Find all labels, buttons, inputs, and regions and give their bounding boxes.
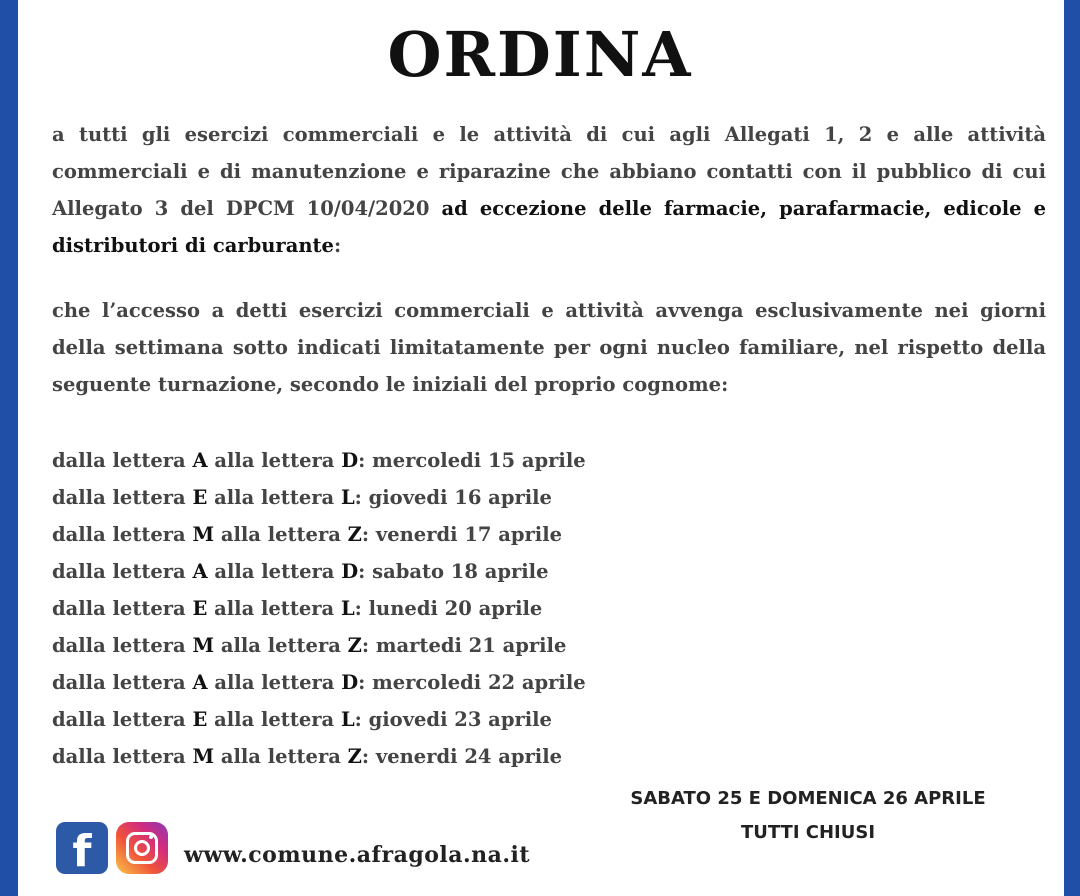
- schedule-prefix: dalla lettera: [52, 449, 193, 472]
- closed-notice: [578, 782, 1038, 850]
- schedule-mid: alla lettera: [207, 597, 341, 620]
- schedule-mid: alla lettera: [214, 634, 348, 657]
- schedule-prefix: dalla lettera: [52, 634, 193, 657]
- letter-from: A: [192, 560, 208, 583]
- paragraph-access-rule: che l’accesso a detti esercizi commerciali e attività avvenga esclusivamente nei giorni della settimana sotto indicati limitatamente per ogni nucleo familiare, nel rispetto della seguente turnazione, secondo le iniziali del proprio cognome:: [52, 299, 1046, 396]
- schedule-day: : giovedi 23 aprile: [354, 708, 552, 731]
- letter-from: M: [192, 745, 215, 768]
- page-title: ORDINA: [387, 18, 693, 91]
- schedule-prefix: dalla lettera: [52, 745, 193, 768]
- schedule-mid: alla lettera: [207, 560, 342, 583]
- schedule-row: [52, 516, 586, 553]
- letter-to: L: [340, 597, 355, 620]
- schedule-day: : venerdi 17 aprile: [361, 523, 563, 546]
- schedule-mid: alla lettera: [207, 708, 341, 731]
- letter-from: E: [192, 597, 208, 620]
- closed-notice-status: TUTTI CHIUSI: [740, 822, 876, 843]
- schedule-mid: alla lettera: [214, 745, 348, 768]
- schedule-row: [52, 479, 586, 516]
- schedule-prefix: dalla lettera: [52, 486, 193, 509]
- schedule-mid: alla lettera: [207, 671, 342, 694]
- letter-from: M: [192, 634, 215, 657]
- website-link[interactable]: www.comune.afragola.na.it: [184, 842, 531, 868]
- letter-to: Z: [347, 523, 362, 546]
- schedule-mid: alla lettera: [207, 486, 341, 509]
- left-blue-border: [0, 0, 18, 896]
- schedule-day: : mercoledi 15 aprile: [358, 449, 586, 472]
- schedule-list: [52, 442, 586, 775]
- schedule-day: : lunedi 20 aprile: [354, 597, 543, 620]
- social-icons: [56, 822, 168, 874]
- letter-to: Z: [347, 745, 362, 768]
- schedule-row: [52, 664, 586, 701]
- letter-to: L: [340, 486, 355, 509]
- letter-to: D: [341, 671, 359, 694]
- schedule-mid: alla lettera: [207, 449, 342, 472]
- letter-from: A: [192, 671, 208, 694]
- schedule-prefix: dalla lettera: [52, 708, 193, 731]
- letter-from: M: [192, 523, 215, 546]
- letter-to: Z: [347, 634, 362, 657]
- schedule-day: : venerdi 24 aprile: [361, 745, 563, 768]
- facebook-glyph: f: [72, 826, 92, 874]
- schedule-row: [52, 627, 586, 664]
- letter-to: D: [341, 560, 359, 583]
- schedule-day: : martedi 21 aprile: [361, 634, 567, 657]
- schedule-mid: alla lettera: [214, 523, 348, 546]
- instagram-lens: [134, 840, 150, 856]
- paragraph-recipients-exception: ad eccezione delle farmacie, parafarmacie, edicole e distributori di carburante: [52, 197, 1046, 257]
- paragraph-recipients: [52, 116, 1046, 264]
- schedule-prefix: dalla lettera: [52, 523, 193, 546]
- facebook-icon[interactable]: [56, 822, 108, 874]
- letter-to: D: [341, 449, 359, 472]
- schedule-prefix: dalla lettera: [52, 671, 193, 694]
- right-blue-border: [1064, 0, 1080, 896]
- closed-notice-days: SABATO 25 E DOMENICA 26 APRILE: [630, 788, 986, 809]
- letter-to: L: [340, 708, 355, 731]
- instagram-icon[interactable]: [116, 822, 168, 874]
- letter-from: E: [192, 708, 208, 731]
- schedule-row: [52, 442, 586, 479]
- schedule-day: : giovedi 16 aprile: [354, 486, 552, 509]
- schedule-day: : sabato 18 aprile: [358, 560, 549, 583]
- schedule-row: [52, 701, 586, 738]
- letter-from: A: [192, 449, 208, 472]
- paragraph-recipients-tail: :: [333, 234, 342, 257]
- paragraph-recipients-text: a tutti gli esercizi commerciali e le attività di cui agli Allegati 1, 2 e alle attività commerciali e di manutenzione e riparazine che abbiano contatti con il pubblico di cui Allegato 3 del DPCM 10/04/2020: [52, 123, 1046, 220]
- schedule-day: : mercoledi 22 aprile: [358, 671, 586, 694]
- schedule-prefix: dalla lettera: [52, 560, 193, 583]
- schedule-row: [52, 553, 586, 590]
- schedule-prefix: dalla lettera: [52, 597, 193, 620]
- schedule-row: [52, 590, 586, 627]
- schedule-row: [52, 738, 586, 775]
- letter-from: E: [192, 486, 208, 509]
- instagram-dot: [149, 835, 153, 839]
